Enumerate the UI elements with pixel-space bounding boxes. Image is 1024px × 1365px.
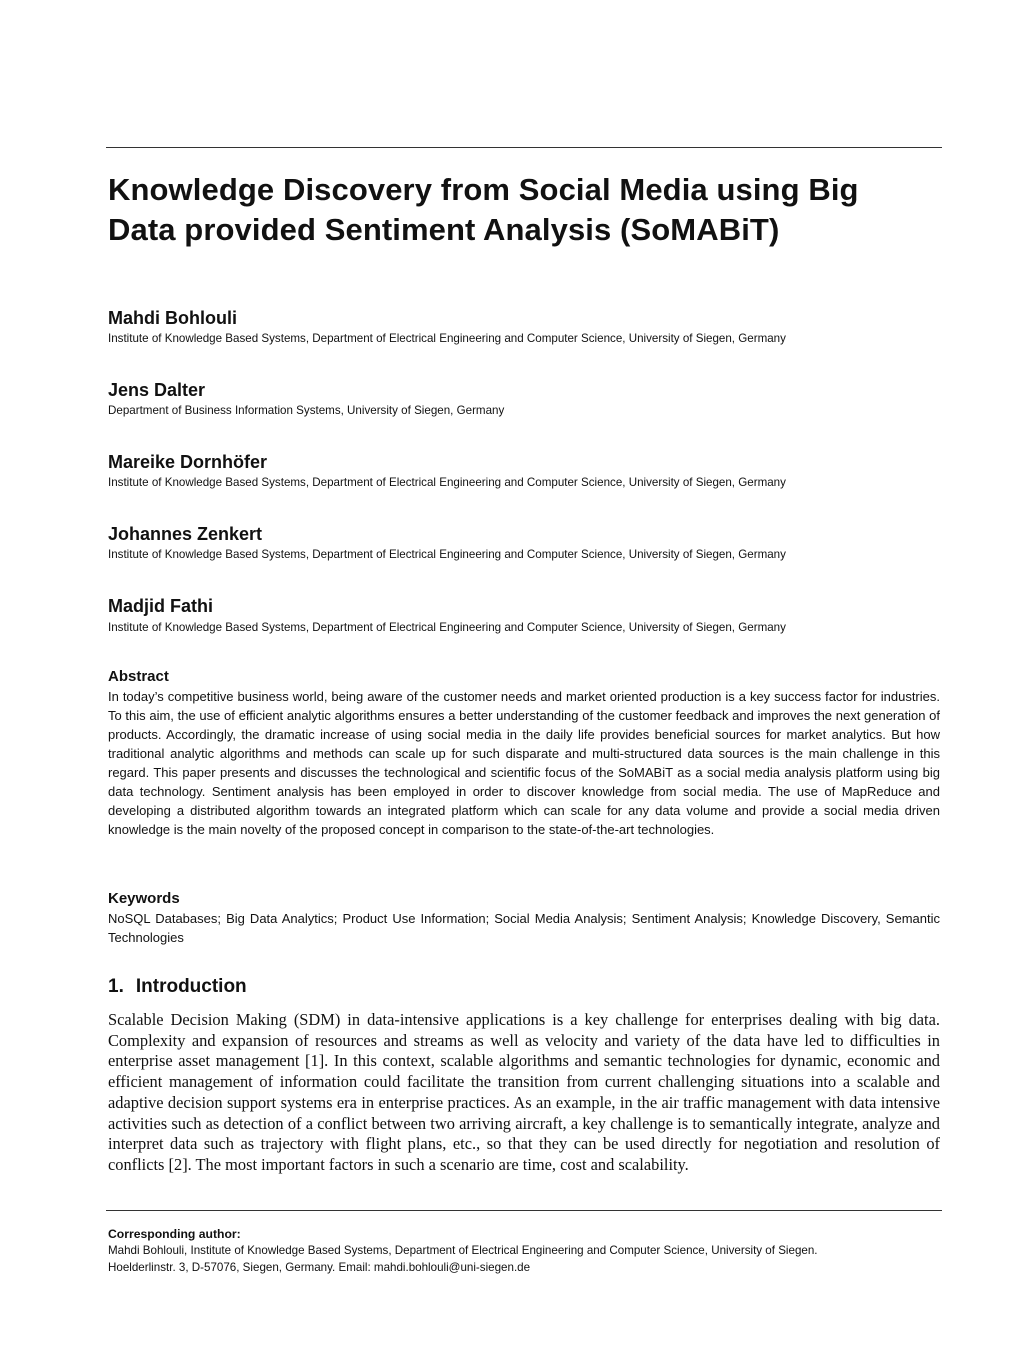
author-name: Madjid Fathi <box>108 596 213 616</box>
author-affiliation: Institute of Knowledge Based Systems, Department of Electrical Engineering and Computer Science, University of Siegen, Germany <box>108 476 786 489</box>
paper-title: Knowledge Discovery from Social Media using Big Data provided Sentiment Analysis (SoMABiT) <box>108 172 859 247</box>
author-name: Mahdi Bohlouli <box>108 308 237 328</box>
section-title: Introduction <box>135 976 247 997</box>
author-name: Jens Dalter <box>108 380 206 400</box>
corresponding-author-line: Hoelderlinstr. 3, D-57076, Siegen, Germany. Email: mahdi.bohlouli@uni-siegen.de <box>108 1261 531 1274</box>
author-affiliation: Institute of Knowledge Based Systems, Department of Electrical Engineering and Computer Science, University of Siegen, Germany <box>108 621 786 634</box>
footnote-rule <box>106 1210 942 1211</box>
abstract-text: In today’s competitive business world, being aware of the customer needs and market oriented production is a key success factor for industries. To this aim, the use of efficient analytic algorithms ensures a better understanding of the customer feedback and improves the next generation of products. Accordingly, the dramatic increase of using social media in the daily life provides beneficial sources for market analytics. But how traditional analytic algorithms and methods can scale up for such disparate and multi-structured data sources is the main challenge in this regard. This paper presents and discusses the technological and scientific focus of the SoMABiT as a social media analysis platform using big data technology. Sentiment analysis has been employed in order to discover knowledge from social media. The use of MapReduce and developing a distributed algorithm towards an integrated platform which can scale for any data volume and provide a social media driven knowledge is the main novelty of the proposed concept in comparison to the state-of-the-art technologies. <box>108 689 940 837</box>
author-name: Mareike Dornhöfer <box>108 452 268 472</box>
corresponding-author-line: Mahdi Bohlouli, Institute of Knowledge Based Systems, Department of Electrical Engineering and Computer Science, University of Siegen. <box>108 1244 818 1257</box>
author-affiliation: Department of Business Information Systems, University of Siegen, Germany <box>108 404 505 417</box>
section-number: 1. <box>108 976 124 997</box>
introduction-text: Scalable Decision Making (SDM) in data-intensive applications is a key challenge for enterprises dealing with big data. Complexity and expansion of resources and streams as well as velocity and variety of the data have led to difficulties in enterprise asset management [1]. In this context, scalable algorithms and semantic technologies for dynamic, economic and efficient management of information could facilitate the transition from current challenging situations into a scalable and adaptive decision support systems era in enterprise practices. As an example, in the air traffic management with data intensive activities such as detection of a conflict between two arriving aircraft, a key challenge is to semantically integrate, analyze and interpret data such as trajectory with flight plans, etc., so that they can be used directly for negotiation and resolution of conflicts [2]. The most important factors in such a scenario are time, cost and scalability. <box>108 1010 940 1174</box>
corresponding-author-details <box>108 1242 908 1276</box>
abstract-heading: Abstract <box>108 668 169 685</box>
author-affiliation: Institute of Knowledge Based Systems, Department of Electrical Engineering and Computer Science, University of Siegen, Germany <box>108 548 786 561</box>
keywords-heading: Keywords <box>108 890 180 907</box>
top-rule <box>106 147 942 148</box>
keywords-text: NoSQL Databases; Big Data Analytics; Product Use Information; Social Media Analysis; Sentiment Analysis; Knowledge Discovery, Semantic Technologies <box>108 911 940 945</box>
corresponding-author-heading: Corresponding author: <box>108 1227 241 1241</box>
introduction-heading <box>108 975 247 999</box>
author-affiliation: Institute of Knowledge Based Systems, Department of Electrical Engineering and Computer Science, University of Siegen, Germany <box>108 332 786 345</box>
author-name: Johannes Zenkert <box>108 524 263 544</box>
